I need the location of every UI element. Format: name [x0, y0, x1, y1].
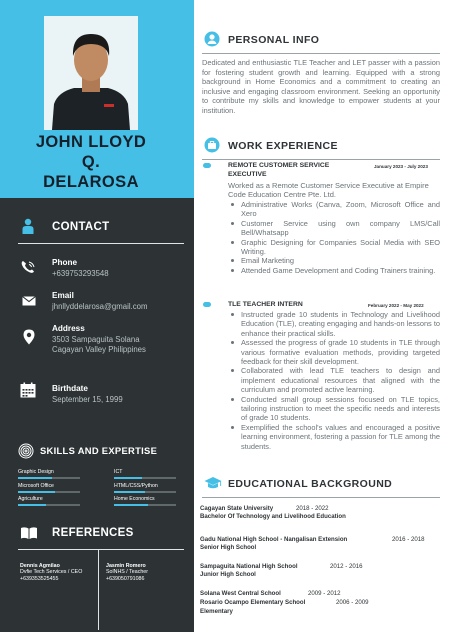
briefcase-icon [204, 137, 220, 158]
bullet-icon [231, 426, 234, 429]
skill-bar [114, 477, 176, 479]
education-degree [200, 544, 256, 552]
graduation-cap-icon [204, 476, 222, 495]
list-item [228, 219, 440, 238]
job-description: Worked as a Remote Customer Service Executive at Empire Code Education Centre Pte. Ltd. [228, 181, 429, 200]
references-section-header [18, 524, 184, 544]
skill-bar [18, 477, 80, 479]
envelope-icon [22, 293, 36, 311]
location-pin-icon [23, 329, 35, 350]
duty-text: Assessed the progress of grade 10 students in TLE through various formative evaluation methods, providing targeted feedback for their skill development. [241, 338, 440, 367]
education-years: 2006 - 2009 [336, 599, 369, 606]
education-degree [200, 513, 346, 521]
skill-label: Home Economics [114, 496, 155, 502]
job-2-duties [228, 310, 440, 451]
skill-bar-fill [18, 504, 46, 506]
skill-bar [114, 504, 176, 506]
job-1-duties [228, 200, 440, 275]
bullet-icon [231, 259, 234, 262]
bullet-icon [231, 222, 234, 225]
references-divider [98, 550, 99, 630]
reference-role: SolNHS / Teacher [106, 569, 149, 575]
left-sidebar [0, 0, 194, 632]
duty-text: Attended Game Development and Coding Trainers training. [241, 265, 436, 275]
education-header [202, 474, 440, 494]
reference-phone: +639050791086 [106, 576, 145, 582]
job-title: REMOTE CUSTOMER SERVICE EXECUTIVE [228, 162, 330, 178]
list-item [228, 266, 440, 275]
address-label: Address [52, 324, 85, 333]
section-divider [202, 497, 440, 498]
degree-name: Bachelor Of Technology and Livelihood Education [200, 513, 346, 520]
duty-text: Instructed grade 10 students in Technology and Livelihood Education (TLE), creating engaging and hands-on lessons to enhance their practical skills. [241, 310, 440, 338]
education-title: EDUCATIONAL BACKGROUND [228, 478, 393, 490]
work-experience-header [202, 136, 440, 156]
skill-bar [18, 504, 80, 506]
education-item-3 [200, 563, 298, 571]
list-item [228, 256, 440, 265]
education-degree [200, 571, 256, 579]
skill-bar-fill [18, 491, 55, 493]
birthdate-label: Birthdate [52, 384, 88, 393]
fingerprint-icon [18, 443, 34, 464]
education-years: 2012 - 2016 [330, 563, 363, 570]
reference-2 [106, 563, 148, 583]
skill-bar-fill [18, 477, 52, 479]
user-circle-icon [204, 31, 220, 52]
email-value[interactable]: jhnllyddelarosa@gmail.com [52, 302, 148, 311]
bullet-icon [231, 241, 234, 244]
education-item-1 [200, 505, 273, 513]
profile-summary: Dedicated and enthusiastic TLE Teacher and LET passer with a passion for fostering student growth and learning. Equipped with a strong background in Home Economics and a commitment to creating an inclusive and engaging classroom environment. Seeking an opportunity to contribute my skills and knowledge to empower students at your institution. [202, 58, 440, 115]
phone-icon [20, 260, 36, 279]
skill-label: Microsoft Office [18, 483, 54, 489]
skill-bar [18, 491, 80, 493]
list-item [228, 310, 440, 338]
bullet-icon [231, 203, 234, 206]
list-item [228, 395, 440, 423]
section-divider [18, 549, 184, 550]
list-item [228, 200, 440, 219]
school-name: Solana West Central School [200, 590, 281, 597]
job-date: January 2023 - July 2023 [374, 164, 428, 169]
contact-title: CONTACT [52, 221, 110, 233]
duty-text: Customer Service using own company LMS/Call Bell/Whatsapp [241, 218, 440, 238]
person-icon [22, 218, 34, 239]
skill-bar [114, 491, 176, 493]
name-last: DELAROSA [43, 173, 139, 191]
bullet-icon [231, 398, 234, 401]
skill-bar-fill [114, 477, 142, 479]
education-item-5 [200, 599, 305, 607]
education-degree [200, 608, 233, 616]
skill-bar-fill [114, 491, 145, 493]
school-name: Rosario Ocampo Elementary School [200, 599, 306, 606]
job-marker-icon [203, 302, 211, 307]
duty-text: Graphic Designing for Companies Social Media with SEO Writing. [241, 237, 440, 257]
calendar-icon [20, 382, 36, 403]
references-title: REFERENCES [52, 527, 134, 539]
birthdate-value: September 15, 1999 [52, 395, 123, 404]
skill-label: HTML/CSS/Python [114, 483, 158, 489]
education-item-2 [200, 536, 347, 544]
profile-header-panel [0, 0, 194, 198]
duty-text: Exemplified the school's values and encouraged a positive learning environment, fostering a passion for TLE among the students. [241, 422, 440, 451]
skills-section-header [18, 442, 184, 462]
contact-section-header [18, 218, 184, 238]
name-middle-initial: Q. [81, 153, 101, 171]
bullet-icon [231, 269, 234, 272]
job-marker-icon [203, 163, 211, 168]
degree-name: Junior High School [200, 571, 256, 578]
personal-info-header [202, 30, 440, 50]
address-line-1: 3503 Sampaguita Solana [52, 335, 140, 344]
reference-1 [20, 563, 82, 583]
skills-title: SKILLS AND EXPERTISE [40, 445, 158, 456]
school-name: Gadu National High School - Nangalisan Extension [200, 536, 348, 543]
education-years: 2018 - 2022 [296, 505, 329, 512]
bullet-icon [231, 341, 234, 344]
list-item [228, 238, 440, 257]
duty-text: Email Marketing [241, 256, 294, 266]
list-item [228, 423, 440, 451]
skill-label: Graphic Design [18, 469, 54, 475]
phone-label: Phone [52, 258, 78, 267]
education-years: 2009 - 2012 [308, 590, 341, 597]
degree-name: Elementary [200, 608, 233, 615]
reference-role: Dvfie Tech Services / CEO [20, 569, 83, 575]
duty-text: Collaborated with lead TLE teachers to design and implement educational resources that aligned with the curriculum and promoted active learning. [241, 366, 440, 395]
profile-photo [44, 16, 138, 130]
bullet-icon [231, 369, 234, 372]
name-first: JOHN LLOYD [35, 133, 147, 151]
reference-name: Jasmin Romero [106, 563, 146, 569]
skill-bar-fill [114, 504, 148, 506]
email-label: Email [52, 291, 74, 300]
full-name [0, 132, 182, 192]
duty-text: Administrative Works (Canva, Zoom, Microsoft Office and Xero [241, 200, 440, 219]
school-name: Sampaguita National High School [200, 563, 298, 570]
degree-name: Senior High School [200, 544, 257, 551]
work-experience-title: WORK EXPERIENCE [228, 140, 338, 152]
job-date: February 2022 - May 2022 [368, 303, 424, 308]
skill-label: Agriculture [18, 496, 43, 502]
open-book-icon [20, 526, 38, 545]
duty-text: Conducted small group sessions focused on TLE topics, tailoring instruction to meet the specific needs and interests of grade 10 students. [241, 394, 440, 423]
section-divider [202, 53, 440, 54]
bullet-icon [231, 313, 234, 316]
section-divider [18, 243, 184, 244]
education-item-4 [200, 590, 281, 598]
section-divider [202, 159, 440, 160]
reference-phone: +639353525455 [20, 576, 59, 582]
phone-value: +639753293548 [52, 269, 109, 278]
address-line-2: Cagayan Valley Philippines [52, 345, 146, 354]
list-item [228, 338, 440, 366]
list-item [228, 366, 440, 394]
skill-label: ICT [114, 469, 123, 475]
personal-info-title: PERSONAL INFO [228, 34, 320, 46]
reference-name: Dennis Agmilao [20, 563, 60, 569]
school-name: Cagayan State University [200, 505, 274, 512]
job-title: TLE TEACHER INTERN [228, 301, 303, 308]
education-years: 2016 - 2018 [392, 536, 425, 543]
